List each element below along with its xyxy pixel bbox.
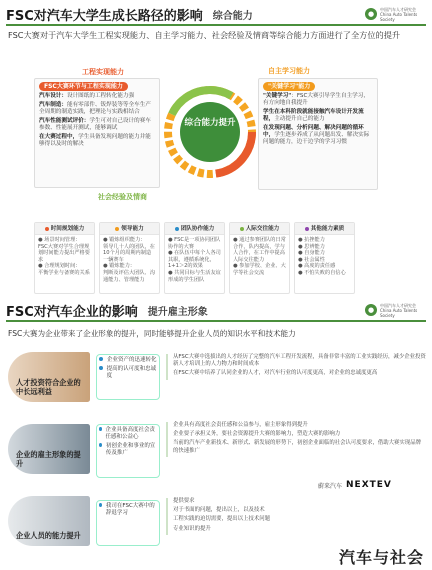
column-line: ● 高度的责任感	[298, 263, 336, 270]
bubble-item	[99, 357, 157, 364]
label-engineering: 工程实现能力	[82, 68, 124, 76]
bubble-item	[99, 366, 157, 380]
column-line: ● 社会属性	[298, 256, 325, 263]
ring-center	[180, 102, 240, 162]
bubble-text: 企业具备高度社会责任感和公益心	[105, 427, 156, 440]
dot-icon	[99, 503, 102, 507]
bubble-item	[99, 503, 157, 517]
desc-line: 从FSC大赛中选拔出的人才经历了完整的汽车工程开发流程，具备非常丰富的工业实践经历，减少企业投资新人才培训上的人力物力和时间成本	[173, 354, 426, 368]
label-social: 社会经验及情商	[98, 193, 147, 201]
row-employer-image	[8, 424, 90, 474]
column-line: ● 锻炼组织能力：	[103, 237, 146, 243]
row-talent-desc	[166, 354, 426, 380]
column-interpersonal	[229, 222, 290, 294]
self-item-head: "关键学习"	[263, 93, 292, 99]
row-talent-image	[8, 352, 90, 402]
dot-icon	[175, 227, 179, 231]
engineering-item-head: 在大赛过程中，	[39, 134, 79, 140]
dot-icon	[99, 366, 103, 370]
desc-line: 企业具有高度社会责任感和公益参与，雇主形象得到提升	[173, 422, 308, 428]
dot-icon	[115, 227, 119, 231]
row-staff-image	[8, 496, 90, 546]
column-body	[165, 235, 224, 285]
dot-icon	[240, 227, 244, 231]
desc-line: 当前的汽车产业新技术、新形式、新发展的形势下，初创企业面临的社会认可度要求，借助大赛实现品牌的快速推广	[173, 440, 421, 454]
column-header	[100, 223, 159, 235]
column-line: 领导几十人的团队，在10个月的周期内制造一辆赛车	[103, 243, 155, 263]
desc-line: 提供要求	[173, 498, 195, 504]
section1-intro: FSC大赛对于汽车大学生工程实现能力、自主学习能力、社会经验及情商等综合能力方面进行了全方位的提升	[8, 30, 401, 40]
column-title: 人际交往能力	[245, 226, 280, 232]
row-employer-desc	[166, 422, 426, 457]
partner-logo	[318, 480, 392, 490]
column-line: ● 参加学校、企业、大学等社会交流	[233, 263, 286, 276]
center-label: 综合能力提升	[184, 118, 236, 128]
column-line: 平衡学业与备赛的关系	[38, 269, 90, 276]
column-other	[294, 222, 355, 294]
column-body	[100, 235, 159, 285]
section2-title: FSC对汽车企业的影响	[6, 304, 138, 320]
column-line: ● 锻炼能力：	[103, 263, 136, 270]
section1-logo-text: 中国汽车人才研究会 China Auto Talents Society	[380, 6, 418, 22]
self-item-head: 在发现问题、分析问题、解决问题的循环中，	[263, 125, 364, 138]
column-time-planning	[34, 222, 95, 294]
column-teamwork	[164, 222, 225, 294]
row-label: 企业的雇主形象的提升	[16, 450, 81, 468]
section2-logo	[365, 303, 426, 318]
bubble-text: 提高的认可度和忠诚度	[106, 366, 157, 379]
column-line: ● 共同目标与生活友谊形成的学生团队	[168, 269, 221, 283]
ability-ring	[160, 72, 260, 192]
column-header	[165, 223, 224, 235]
watermark: 汽车与社会	[338, 548, 424, 567]
society-logo-icon: ●	[365, 304, 377, 316]
column-header	[230, 223, 289, 235]
society-logo-icon: ●	[365, 8, 377, 20]
self-item-text: ：FSC大赛引导学生自主学习，有方向地自我提升	[263, 93, 369, 106]
desc-line: 在FSC大赛中培养了认同企业的人才，对汽车行业的认可度更高，对企业的忠诚度更高	[173, 370, 378, 377]
dot-icon	[99, 443, 102, 447]
self-learning-box-title: "关键学习"能力	[263, 82, 315, 91]
row-employer-bubbles	[96, 424, 160, 478]
dot-icon	[45, 227, 49, 231]
column-header	[295, 223, 354, 235]
section2-header	[6, 300, 426, 322]
bubble-text: 企业资产的迅速转化	[107, 357, 157, 363]
engineering-item-head: 汽车性能测试评价：	[39, 118, 90, 124]
engineering-item-text: 设计图纸的工程转化能力强	[66, 93, 135, 99]
desc-line: 对于书面的问题，提出以上，以及技术	[173, 507, 265, 514]
engineering-item-head: 汽车制造：	[39, 102, 67, 108]
column-body	[35, 235, 94, 279]
column-line: ● 不怕失败的自信心	[298, 269, 346, 276]
column-line: FSC大赛对学生合理规划时间能力提出严格要求	[38, 243, 90, 263]
column-line: ● FSC是一项协同团队协作的大赛	[168, 237, 221, 250]
column-title: 团队协作能力	[180, 226, 215, 232]
section1-subtitle: 综合能力	[212, 10, 253, 22]
desc-line: 工程实践的迫切需要，提出以上技术问题	[173, 516, 271, 523]
section2-intro: FSC大赛为企业带来了企业形象的提升，同时能够提升企业人员的知识水平和技术能力	[8, 329, 296, 338]
bubble-item	[99, 443, 157, 457]
self-item-text: 主动提升自己的能力	[274, 116, 325, 122]
self-learning-box	[258, 78, 378, 190]
column-title: 时间规划能力	[50, 226, 85, 232]
engineering-item-text: 能有零部件、钣焊装等等全车生产全周期的制造实践，把理论与实践相结合	[39, 102, 151, 115]
section2-logo-text: 中国汽车人才研究会 China Auto Talents Society	[380, 302, 418, 318]
dot-icon	[99, 427, 102, 431]
bubble-item	[99, 427, 157, 441]
column-line: 判断及评估大团队、沟通能力、管理能力	[103, 269, 155, 283]
desc-line: 专业知识的提升	[173, 525, 211, 532]
row-staff-desc	[166, 498, 316, 535]
column-line: ● 场景时间管理：	[38, 237, 81, 243]
section1-title: FSC对汽车大学生成长路径的影响	[6, 8, 203, 24]
engineering-item-text: 学生具备发现问题的能力并能够得以及时的解决	[39, 134, 151, 147]
column-header	[35, 223, 94, 235]
row-talent-bubbles	[96, 354, 160, 400]
desc-line: 企业要子承担义务，要社会资源提升大赛的影响力，塑造大赛的影响力	[173, 431, 341, 438]
label-self-learning: 自主学习能力	[268, 67, 310, 75]
dot-icon	[99, 357, 103, 361]
partner-name: NEXTEV	[346, 480, 392, 490]
column-line: ● 抗挫能力	[298, 237, 325, 243]
row-label: 人才投资符合企业的中长远利益	[16, 378, 81, 396]
column-body	[295, 235, 354, 279]
column-line: ● 在队伍中每个人各司其职，遵循系统化，1+1＞2的效果	[168, 250, 221, 270]
column-line: ● 自身能力	[298, 250, 325, 257]
column-line: ● 合理规划时间：	[38, 263, 81, 270]
column-line: ● 思辨能力	[298, 243, 325, 250]
row-label: 企业人员的能力提升	[16, 531, 81, 540]
engineering-item-head: 汽车设计：	[39, 93, 67, 99]
self-item-head: 学生在本科阶段就能接触汽车设计开发流程，	[263, 109, 364, 122]
engineering-box-title: FSC大赛环节与工程实现能力	[39, 82, 128, 91]
section2-subtitle: 提升雇主形象	[147, 306, 208, 318]
engineering-box	[34, 78, 160, 188]
column-line: ● 通过参赛团队的日常合作，队内提高，学与人合作，在工作中提高人际交往能力	[233, 237, 286, 263]
column-body	[230, 235, 289, 279]
column-leadership	[99, 222, 160, 294]
bubble-text: 我司在FSC大赛中的辞退学习	[105, 503, 155, 516]
column-title: 领导能力	[121, 226, 144, 232]
self-item-text: 学生逐步养成了从问题出发、解决实际问题的能力，边干边学的学习习惯	[263, 132, 370, 145]
row-staff-bubbles	[96, 500, 160, 546]
bubble-text: 初创企业和事业的宣传及推广	[105, 443, 156, 456]
partner-name-cn: 蔚来汽车	[318, 482, 343, 490]
section1-header	[6, 4, 426, 26]
section1-logo	[365, 7, 426, 22]
engineering-item-text: 学生可对自己设计的赛车参数、性能展开测试，能够调试	[39, 118, 151, 131]
column-title: 其他能力素质	[310, 226, 345, 232]
dot-icon	[305, 227, 309, 231]
